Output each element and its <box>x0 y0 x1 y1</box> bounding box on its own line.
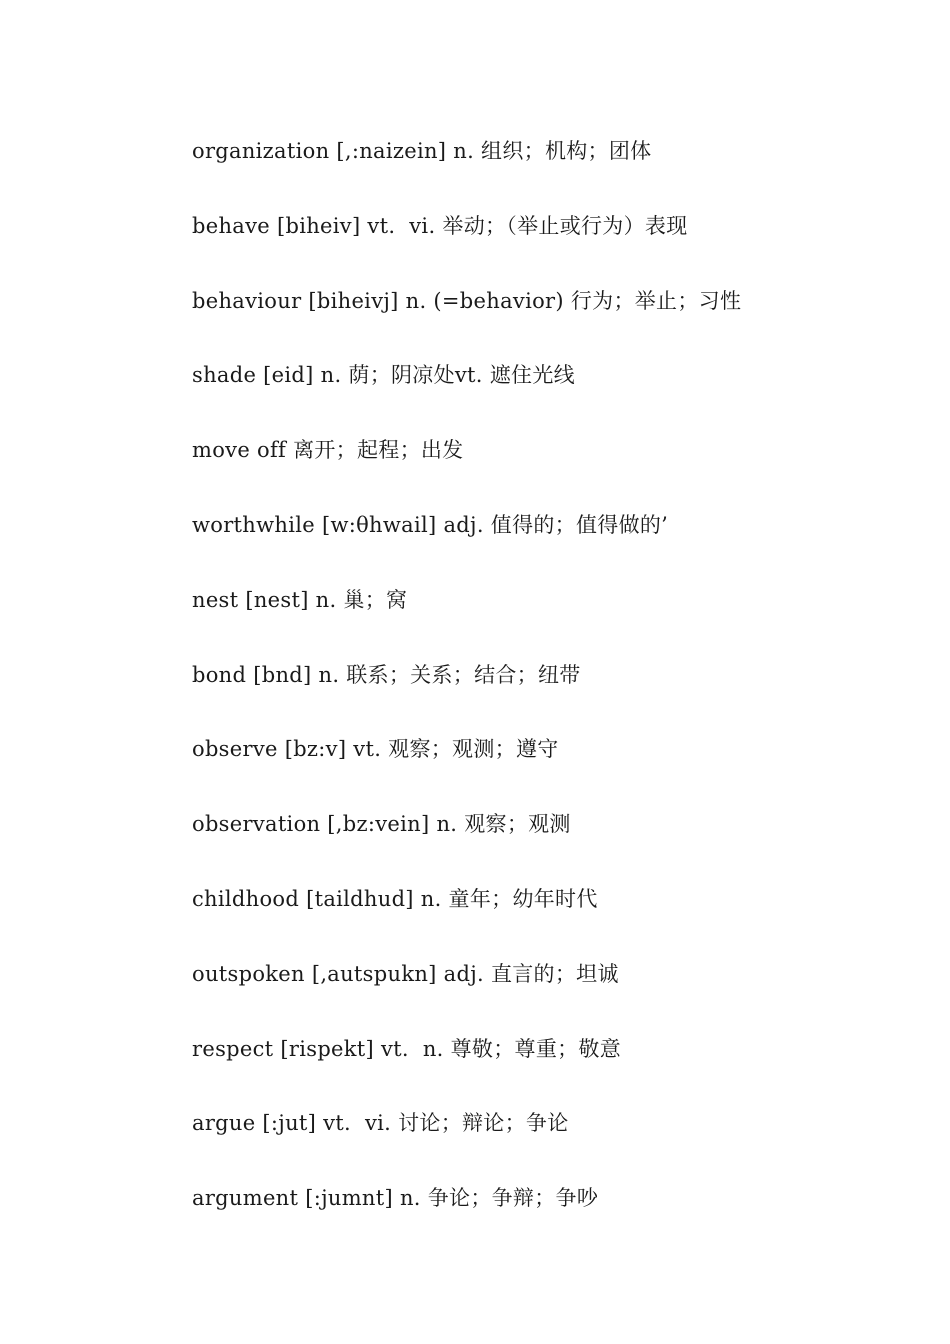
vocab-entry-argue: argue [:jut] vt. vi. 讨论；辩论；争论 <box>192 1111 569 1136</box>
vocab-entry-observation: observation [,bz:vein] n. 观察；观测 <box>192 812 571 837</box>
vocab-entry-outspoken: outspoken [,autspukn] adj. 直言的；坦诚 <box>192 961 619 986</box>
vocab-entry-behave: behave [biheiv] vt. vi. 举动；（举止或行为）表现 <box>192 213 688 238</box>
vocab-entry-childhood: childhood [taildhud] n. 童年；幼年时代 <box>192 886 598 911</box>
vocab-entry-behaviour: behaviour [biheivj] n. (=behavior) 行为；举止；习性 <box>192 288 742 313</box>
vocab-entry-shade: shade [eid] n. 荫；阴凉处vt. 遮住光线 <box>192 363 575 388</box>
vocab-entry-observe: observe [bz:v] vt. 观察；观测；遵守 <box>192 737 559 762</box>
vocabulary-list <box>192 133 892 1255</box>
vocab-entry-bond: bond [bnd] n. 联系；关系；结合；纽带 <box>192 662 581 687</box>
vocab-entry-nest: nest [nest] n. 巢；窝 <box>192 587 408 612</box>
vocab-entry-respect: respect [rispekt] vt. n. 尊敬；尊重；敬意 <box>192 1036 622 1061</box>
vocab-entry-argument: argument [:jumnt] n. 争论；争辩；争吵 <box>192 1186 599 1211</box>
vocab-entry-organization: organization [,:naizein] n. 组织；机构；团体 <box>192 139 652 163</box>
vocab-entry-worthwhile: worthwhile [w:θhwail] adj. 值得的；值得做的’ <box>192 512 669 537</box>
vocab-entry-move-off: move off 离开；起程；出发 <box>192 438 464 463</box>
